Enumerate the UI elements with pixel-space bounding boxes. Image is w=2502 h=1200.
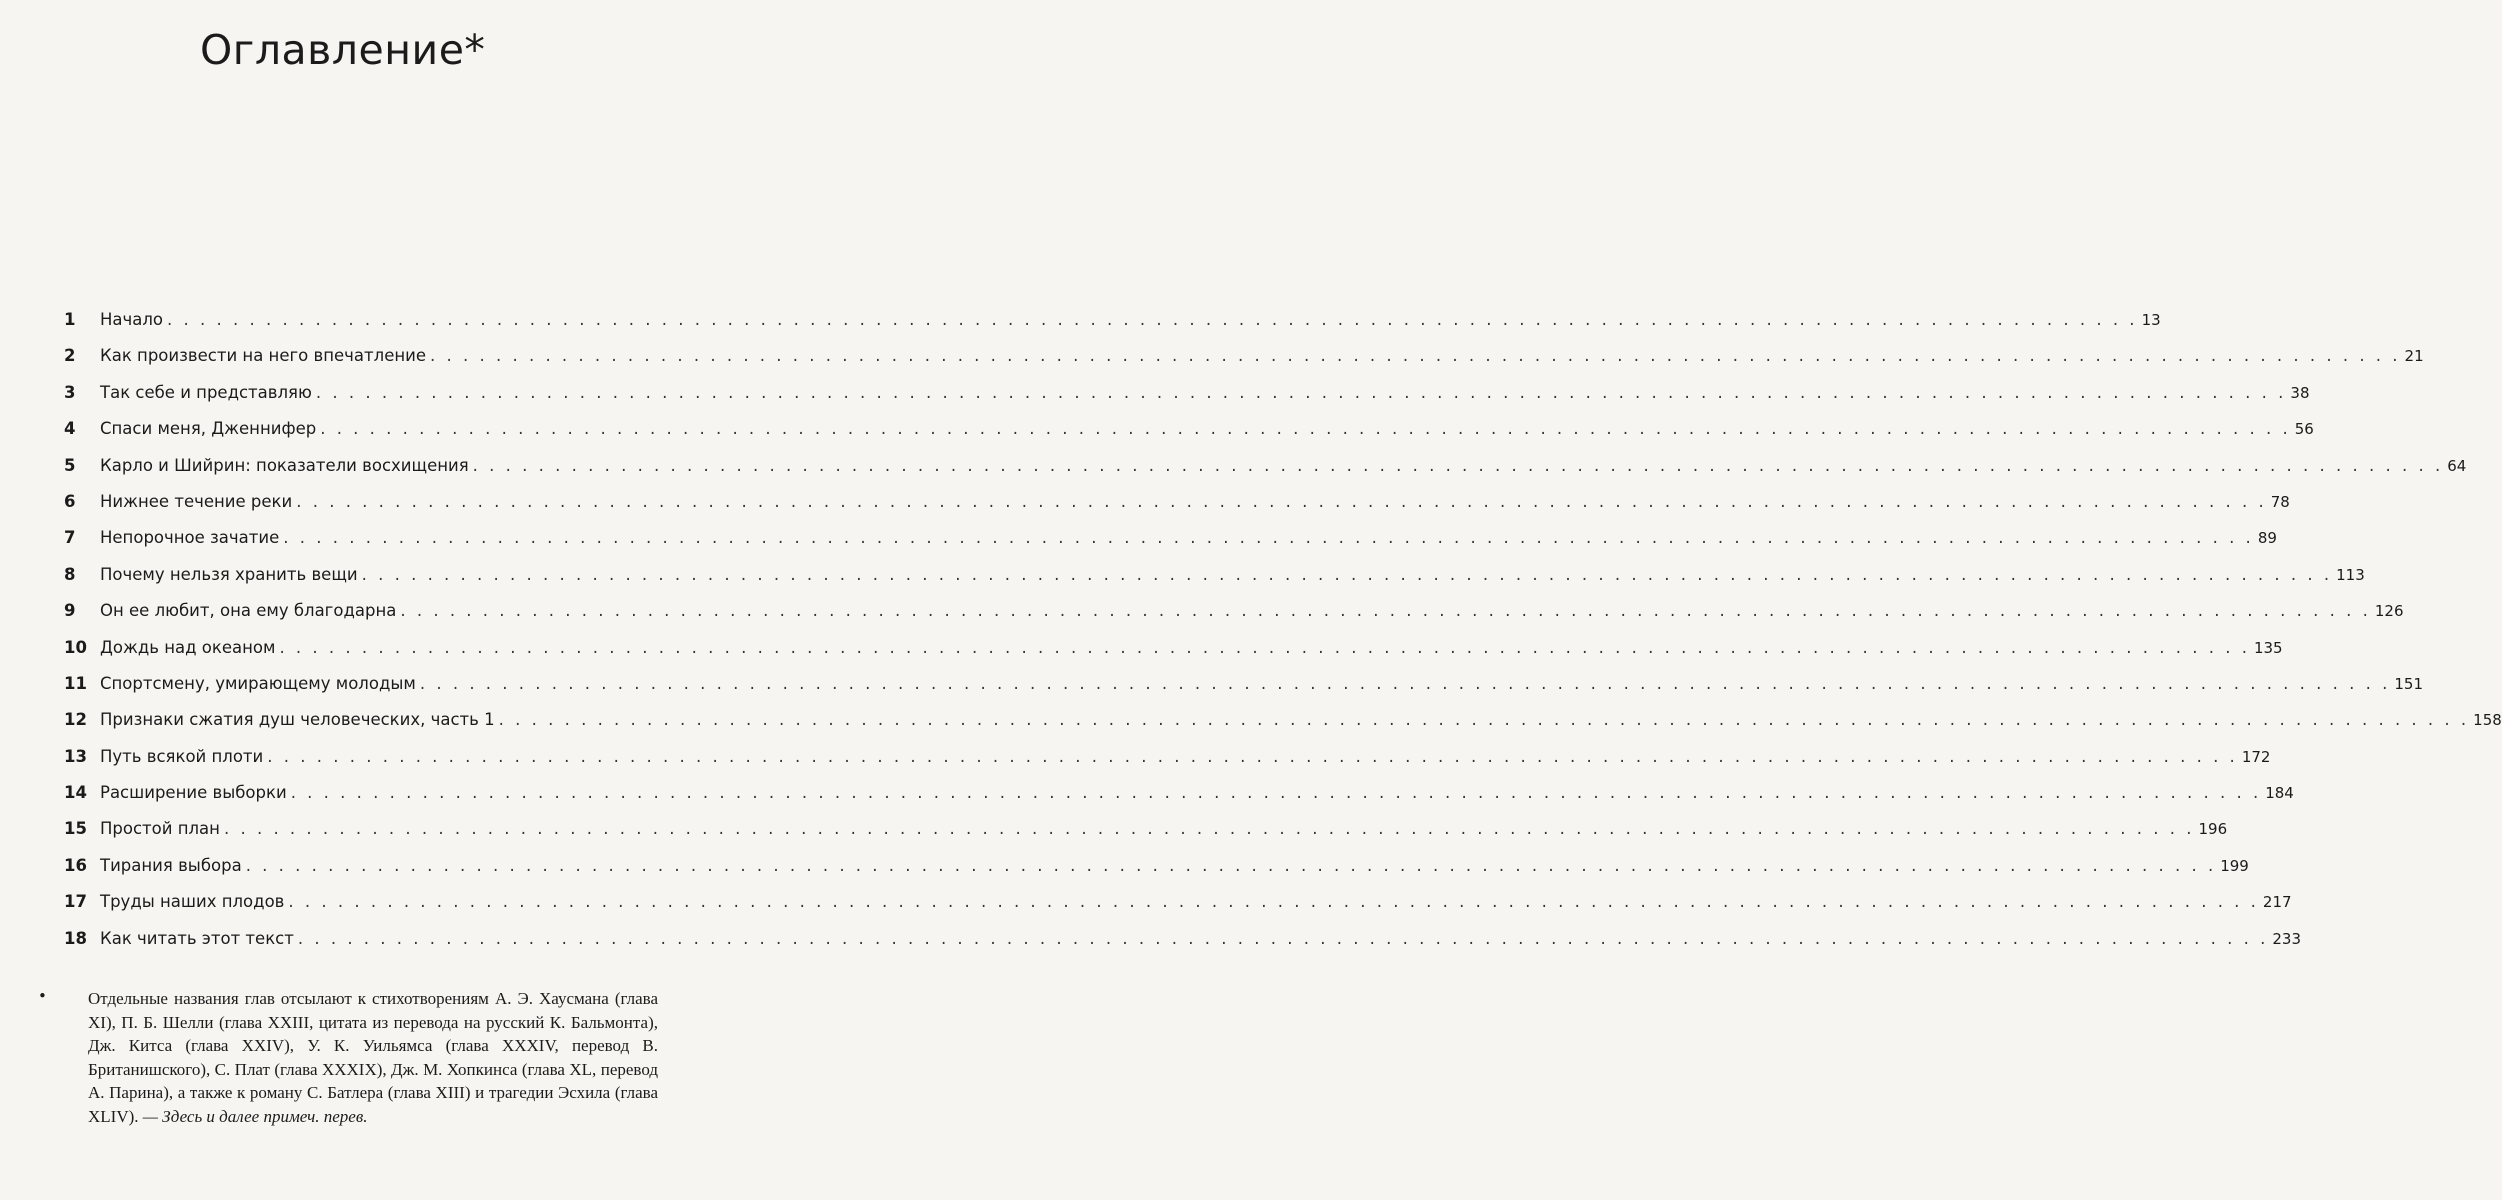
chapter-page-number: 64 [2447,456,2467,475]
chapter-number: 13 [64,746,87,766]
chapter-page-number: 196 [2198,820,2228,839]
chapter-title: Расширение выборки [100,783,287,803]
chapter-page-number: 172 [2241,747,2271,766]
chapter-number: 14 [64,783,87,803]
chapter-number: 12 [64,710,87,730]
table-of-contents [64,310,2502,965]
leader-dots: . . . . . . . . . . . . . . . . . . . . . . . . . . . . . . . . . . . . . . . . . . . . . . . . . . . . . . . . . . . . . . . . . . . . . . . . . . . . . . . . . . . . . . . . . . . . . . . . . . . . . . . . . . . . . . . . . . . . . . . . [296,491,2267,511]
toc-entry [64,455,2467,492]
chapter-number: 4 [64,419,76,439]
chapter-number: 8 [64,564,76,584]
toc-entry [64,346,2424,382]
leader-dots: . . . . . . . . . . . . . . . . . . . . . . . . . . . . . . . . . . . . . . . . . . . . . . . . . . . . . . . . . . . . . . . . . . . . . . . . . . . . . . . . . . . . . . . . . . . . . . . . . . . . . . . . . . . . . . . . . . . . . . . . [419,673,2391,693]
chapter-number: 5 [64,455,76,475]
chapter-page-number: 13 [2141,311,2161,329]
chapter-number: 2 [64,346,76,366]
chapter-page-number: 233 [2272,929,2302,948]
chapter-number: 17 [64,892,87,912]
chapter-page-number: 89 [2257,529,2277,548]
chapter-title: Признаки сжатия душ человеческих, часть 1 [100,710,495,730]
toc-entry [64,746,2271,783]
chapter-page-number: 158 [2473,711,2502,730]
chapter-title: Дождь над океаном [100,637,276,657]
leader-dots: . . . . . . . . . . . . . . . . . . . . . . . . . . . . . . . . . . . . . . . . . . . . . . . . . . . . . . . . . . . . . . . . . . . . . . . . . . . . . . . . . . . . . . . . . . . . . . . . . . . . . . . . . . . . . . . . . . . . . . . . [267,746,2238,766]
leader-dots: . . . . . . . . . . . . . . . . . . . . . . . . . . . . . . . . . . . . . . . . . . . . . . . . . . . . . . . . . . . . . . . . . . . . . . . . . . . . . . . . . . . . . . . . . . . . . . . . . . . . . . . . . . . . . . . . . . . . . . . . [320,419,2291,439]
footnote-mark: • [38,987,47,1005]
toc-entry [64,419,2314,455]
leader-dots: . . . . . . . . . . . . . . . . . . . . . . . . . . . . . . . . . . . . . . . . . . . . . . . . . . . . . . . . . . . . . . . . . . . . . . . . . . . . . . . . . . . . . . . . . . . . . . . . . . . . . . . . . . . . . . . . . . . . . . . . [290,783,2262,803]
leader-dots: . . . . . . . . . . . . . . . . . . . . . . . . . . . . . . . . . . . . . . . . . . . . . . . . . . . . . . . . . . . . . . . . . . . . . . . . . . . . . . . . . . . . . . . . . . . . . . . . . . . . . . . . . . . . . . . . . . . . . . . . [245,855,2217,875]
chapter-number: 1 [64,310,76,329]
chapter-title: Так себе и представляю [100,382,312,402]
chapter-page-number: 199 [2220,856,2249,875]
toc-entry [64,601,2404,637]
leader-dots: . . . . . . . . . . . . . . . . . . . . . . . . . . . . . . . . . . . . . . . . . . . . . . . . . . . . . . . . . . . . . . . . . . . . . . . . . . . . . . . . . . . . . . . . . . . . . . . . . . . . . . . . . . . . . . . . . . . . . . . . [498,710,2470,730]
chapter-title: Труды наших плодов [100,892,285,912]
chapter-title: Как произвести на него впечатление [100,346,427,366]
chapter-title: Спаси меня, Дженнифер [100,419,317,439]
chapter-title: Нижнее течение реки [100,491,293,511]
toc-entry [64,892,2292,928]
chapter-number: 10 [64,637,87,657]
chapter-number: 16 [64,855,87,875]
toc-entry [64,382,2310,419]
leader-dots: . . . . . . . . . . . . . . . . . . . . . . . . . . . . . . . . . . . . . . . . . . . . . . . . . . . . . . . . . . . . . . . . . . . . . . . . . . . . . . . . . . . . . . . . . . . . . . . . . . . . . . . . . . . . . . . . . . . . . . . . [315,382,2287,402]
chapter-page-number: 184 [2265,784,2294,803]
leader-dots: . . . . . . . . . . . . . . . . . . . . . . . . . . . . . . . . . . . . . . . . . . . . . . . . . . . . . . . . . . . . . . . . . . . . . . . . . . . . . . . . . . . . . . . . . . . . . . . . . . . . . . . . . . . . . . . . . . . . . . . . [400,601,2371,621]
chapter-title: Он ее любит, она ему благодарна [100,601,397,621]
chapter-page-number: 56 [2294,420,2314,439]
leader-dots: . . . . . . . . . . . . . . . . . . . . . . . . . . . . . . . . . . . . . . . . . . . . . . . . . . . . . . . . . . . . . . . . . . . . . . . . . . . . . . . . . . . . . . . . . . . . . . . . . . . . . . . . . . . . . . . . . . . . . . . . [472,455,2444,475]
leader-dots: . . . . . . . . . . . . . . . . . . . . . . . . . . . . . . . . . . . . . . . . . . . . . . . . . . . . . . . . . . . . . . . . . . . . . . . . . . . . . . . . . . . . . . . . . . . . . . . . . . . . . . . . . . . . . . . . . . . . . . . . [223,819,2195,839]
page-title: Оглавление* [200,26,486,74]
toc-entry [64,928,2302,965]
chapter-page-number: 151 [2394,674,2424,693]
chapter-number: 18 [64,928,87,948]
chapter-page-number: 78 [2270,492,2290,511]
toc-entry [64,673,2424,710]
leader-dots: . . . . . . . . . . . . . . . . . . . . . . . . . . . . . . . . . . . . . . . . . . . . . . . . . . . . . . . . . . . . . . . . . . . . . . . . . . . . . . . . . . . . . . . . . . . . . . . . . . . . . . . . . . . . . . . . . . . . . . . . [279,637,2250,657]
toc-entry [64,564,2365,601]
toc-entry [64,310,2161,346]
leader-dots: . . . . . . . . . . . . . . . . . . . . . . . . . . . . . . . . . . . . . . . . . . . . . . . . . . . . . . . . . . . . . . . . . . . . . . . . . . . . . . . . . . . . . . . . . . . . . . . . . . . . . . . . . . . . . . . . . . . . . . . . [430,346,2401,366]
leader-dots: . . . . . . . . . . . . . . . . . . . . . . . . . . . . . . . . . . . . . . . . . . . . . . . . . . . . . . . . . . . . . . . . . . . . . . . . . . . . . . . . . . . . . . . . . . . . . . . . . . . . . . . . . . . . . . . . . . . . . . . . [283,528,2254,548]
footnote-italic-note: — Здесь и далее примеч. перев. [142,1106,368,1126]
chapter-title: Простой план [100,819,220,839]
chapter-number: 15 [64,819,87,839]
toc-entry [64,710,2502,746]
chapter-number: 9 [64,601,76,621]
chapter-number: 7 [64,528,76,548]
chapter-title: Почему нельзя хранить вещи [100,564,358,584]
leader-dots: . . . . . . . . . . . . . . . . . . . . . . . . . . . . . . . . . . . . . . . . . . . . . . . . . . . . . . . . . . . . . . . . . . . . . . . . . . . . . . . . . . . . . . . . . . . . . . . . . . . . . . . . . . . . . . . . . . . . . . . . [167,310,2138,329]
toc-entry [64,491,2290,528]
toc-entry [64,819,2228,855]
chapter-page-number: 135 [2253,638,2283,657]
chapter-title: Начало [100,310,164,329]
footnote-text [88,987,658,1128]
leader-dots: . . . . . . . . . . . . . . . . . . . . . . . . . . . . . . . . . . . . . . . . . . . . . . . . . . . . . . . . . . . . . . . . . . . . . . . . . . . . . . . . . . . . . . . . . . . . . . . . . . . . . . . . . . . . . . . . . . . . . . . . [297,928,2269,948]
chapter-number: 3 [64,382,76,402]
chapter-title: Карло и Шийрин: показатели восхищения [100,455,469,475]
footnote-body: Отдельные названия глав отсылают к стихотворениям А. Э. Хаусмана (глава XI), П. Б. Шелли (глава XXIII, цитата из перевода на русский К. Бальмонта), Дж. Китса (глава XXIV), У. К. Уильямса (глава XXXIV, перевод В. Британишского), С. Плат (глава XXXIX), Дж. М. Хопкинса (глава XL, перевод А. Парина), а также к роману С. Батлера (глава XIII) и трагедии Эсхила (глава XLIV). [88,989,658,1126]
toc-entry [64,528,2277,564]
chapter-title: Путь всякой плоти [100,746,264,766]
chapter-page-number: 113 [2336,565,2365,584]
chapter-title: Непорочное зачатие [100,528,280,548]
chapter-page-number: 217 [2262,893,2292,912]
chapter-title: Спортсмену, умирающему молодым [100,673,416,693]
leader-dots: . . . . . . . . . . . . . . . . . . . . . . . . . . . . . . . . . . . . . . . . . . . . . . . . . . . . . . . . . . . . . . . . . . . . . . . . . . . . . . . . . . . . . . . . . . . . . . . . . . . . . . . . . . . . . . . . . . . . . . . . [288,892,2259,912]
chapter-title: Как читать этот текст [100,928,294,948]
toc-entry [64,855,2249,892]
toc-entry [64,637,2283,674]
chapter-page-number: 38 [2290,383,2310,402]
chapter-number: 11 [64,673,87,693]
leader-dots: . . . . . . . . . . . . . . . . . . . . . . . . . . . . . . . . . . . . . . . . . . . . . . . . . . . . . . . . . . . . . . . . . . . . . . . . . . . . . . . . . . . . . . . . . . . . . . . . . . . . . . . . . . . . . . . . . . . . . . . . [361,564,2333,584]
chapter-page-number: 21 [2404,347,2424,366]
chapter-title: Тирания выбора [100,855,242,875]
toc-entry [64,783,2294,819]
chapter-number: 6 [64,491,76,511]
footnote [38,987,658,1128]
chapter-page-number: 126 [2374,602,2404,621]
